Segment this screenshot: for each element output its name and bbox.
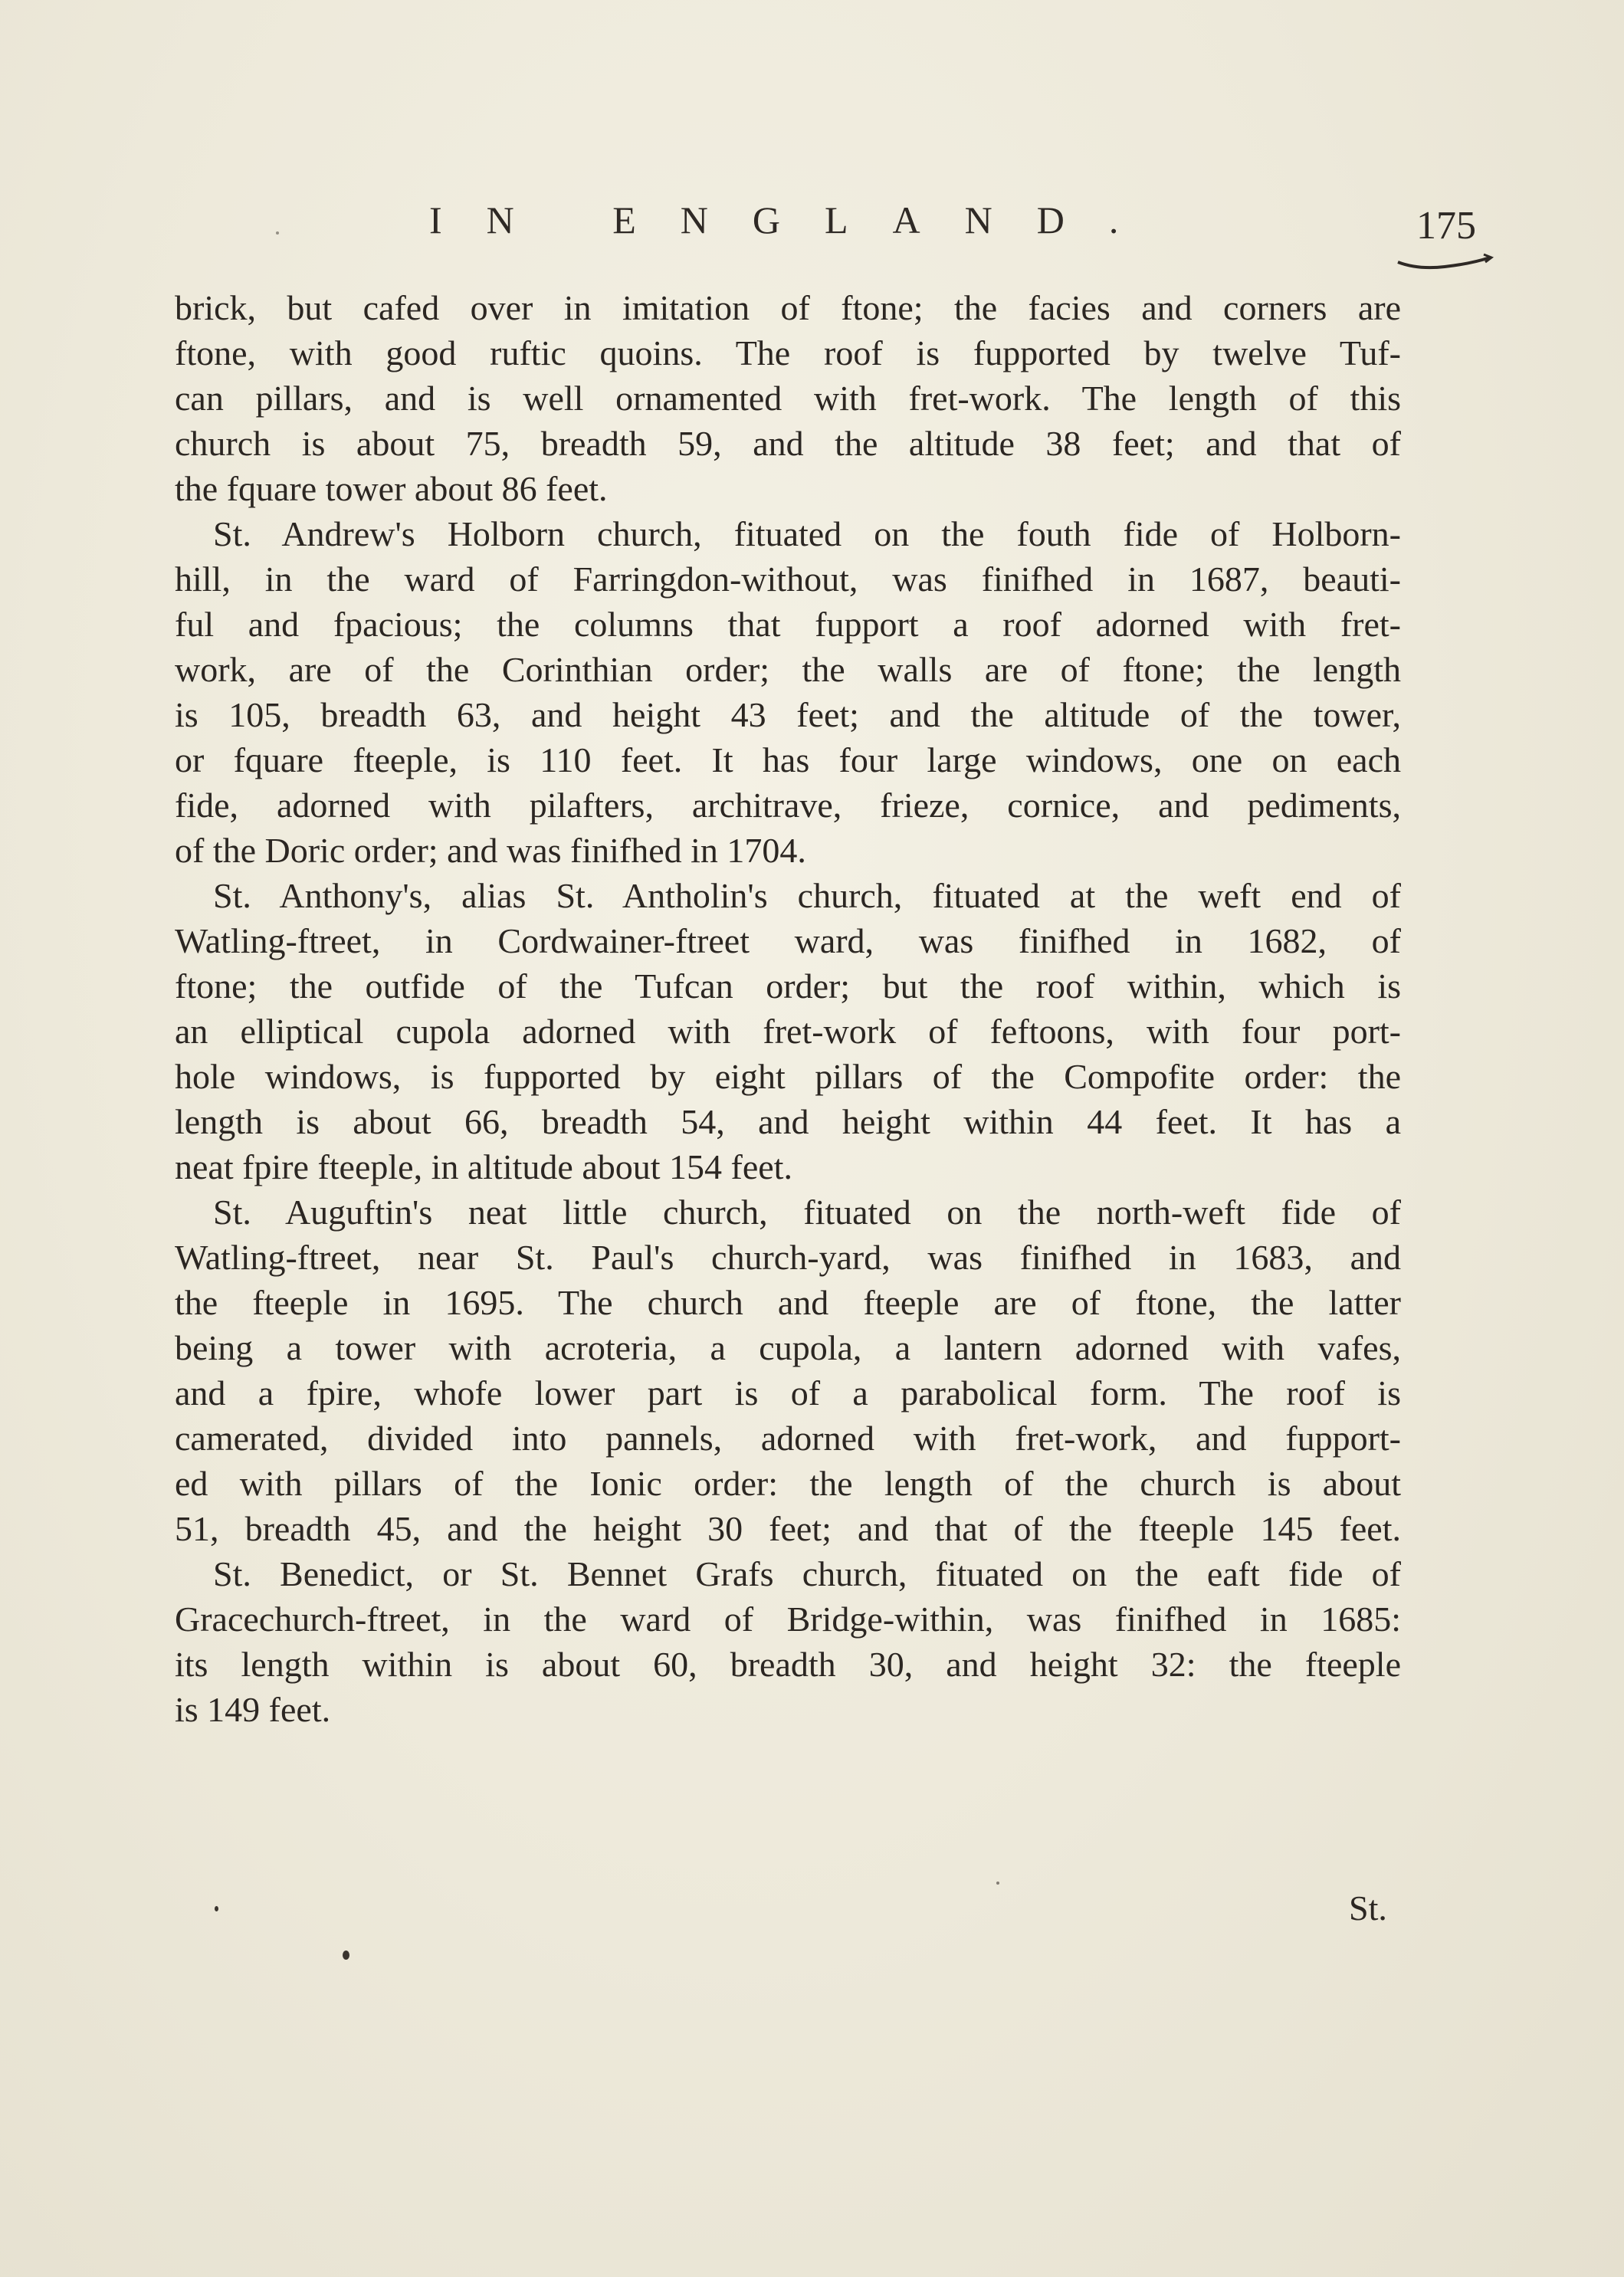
text-line: church is about 75, breadth 59, and the altitude 38 feet; and that of	[175, 424, 1401, 463]
text-line: St. Andrew's Holborn church, fituated on the fouth fide of Holborn-	[213, 514, 1401, 553]
text-line: Watling-ftreet, in Cordwainer-ftreet ward, was finifhed in 1682, of	[175, 921, 1401, 960]
text-line: camerated, divided into pannels, adorned with fret-work, and fupport-	[175, 1419, 1401, 1458]
text-line: being a tower with acroteria, a cupola, a lantern adorned with vafes,	[175, 1328, 1401, 1367]
ink-speck	[276, 231, 279, 235]
catchword: St.	[1349, 1888, 1387, 1928]
paragraph-st-anthonys	[175, 873, 1401, 1189]
ink-speck	[996, 1882, 999, 1885]
paragraph-continued	[175, 285, 1401, 511]
text-line: St. Benedict, or St. Bennet Grafs church, fituated on the eaft fide of	[213, 1554, 1401, 1593]
text-line: neat fpire fteeple, in altitude about 154 feet.	[175, 1147, 792, 1186]
text-line: and a fpire, whofe lower part is of a parabolical form. The roof is	[175, 1373, 1401, 1412]
text-line: Watling-ftreet, near St. Paul's church-yard, was finifhed in 1683, and	[175, 1238, 1401, 1277]
text-line: Gracechurch-ftreet, in the ward of Bridge-within, was finifhed in 1685:	[175, 1599, 1401, 1639]
text-line: its length within is about 60, breadth 30, and height 32: the fteeple	[175, 1645, 1401, 1684]
text-line: is 105, breadth 63, and height 43 feet; and the altitude of the tower,	[175, 695, 1401, 734]
text-line: work, are of the Corinthian order; the walls are of ftone; the length	[175, 650, 1401, 689]
text-line: the fquare tower about 86 feet.	[175, 469, 608, 508]
text-line: of the Doric order; and was finifhed in 1704.	[175, 831, 806, 870]
page-number: 175	[1416, 204, 1476, 248]
text-line: St. Auguftin's neat little church, fituated on the north-weft fide of	[213, 1193, 1401, 1232]
body-text	[175, 285, 1401, 1732]
text-line: 51, breadth 45, and the height 30 feet; and that of the fteeple 145 feet.	[175, 1509, 1401, 1548]
paragraph-st-andrews	[175, 511, 1401, 873]
text-line: an elliptical cupola adorned with fret-work of feftoons, with four port-	[175, 1012, 1401, 1051]
text-line: is 149 feet.	[175, 1690, 331, 1729]
text-line: length is about 66, breadth 54, and height within 44 feet. It has a	[175, 1102, 1401, 1141]
text-line: ed with pillars of the Ionic order: the length of the church is about	[175, 1464, 1401, 1503]
text-line: ful and fpacious; the columns that fupport a roof adorned with fret-	[175, 605, 1401, 644]
running-head: IN ENGLAND.	[429, 198, 1163, 241]
text-line: ftone; the outfide of the Tufcan order; but the roof within, which is	[175, 966, 1401, 1006]
text-line: hole windows, is fupported by eight pillars of the Compofite order: the	[175, 1057, 1401, 1096]
text-line: brick, but cafed over in imitation of ftone; the facies and corners are	[175, 288, 1401, 327]
paragraph-st-augustins	[175, 1189, 1401, 1551]
page-number-flourish	[1395, 251, 1494, 274]
text-line: can pillars, and is well ornamented with fret-work. The length of this	[175, 379, 1401, 418]
ink-speck	[343, 1951, 349, 1960]
text-line: the fteeple in 1695. The church and fteeple are of ftone, the latter	[175, 1283, 1401, 1322]
text-line: St. Anthony's, alias St. Antholin's church, fituated at the weft end of	[213, 876, 1401, 915]
text-line: hill, in the ward of Farringdon-without, was finifhed in 1687, beauti-	[175, 559, 1401, 599]
text-line: fide, adorned with pilafters, architrave, frieze, cornice, and pediments,	[175, 786, 1401, 825]
text-line: ftone, with good ruftic quoins. The roof is fupported by twelve Tuf-	[175, 333, 1401, 372]
paragraph-st-benedict	[175, 1551, 1401, 1732]
text-line: or fquare fteeple, is 110 feet. It has four large windows, one on each	[175, 740, 1401, 779]
ink-speck	[215, 1906, 218, 1911]
